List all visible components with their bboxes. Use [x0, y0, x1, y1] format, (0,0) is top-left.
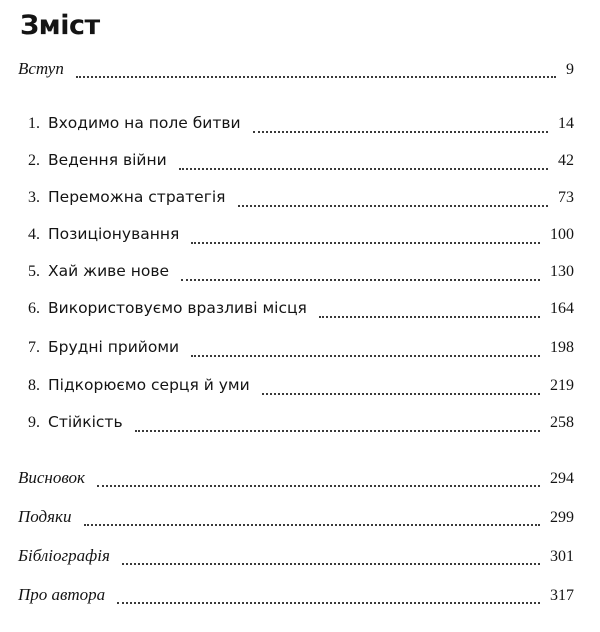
chapter-number: 6.	[28, 300, 40, 317]
dot-leader	[117, 601, 540, 604]
toc-page-number: 100	[550, 226, 574, 243]
chapter-title: Переможна стратегія	[48, 188, 226, 206]
toc-page-number: 219	[550, 377, 574, 394]
chapter-number: 5.	[28, 263, 40, 280]
chapter-title: Хай живе нове	[48, 262, 170, 280]
toc-entry-title: Бібліографія	[18, 546, 110, 565]
toc-entry-chapter-1[interactable]	[0, 114, 600, 140]
dot-leader	[191, 354, 540, 357]
toc-page-number: 42	[558, 152, 574, 169]
toc-entry-acknowledgements[interactable]	[0, 507, 600, 533]
toc-page-number: 14	[558, 115, 574, 132]
toc-page-number: 294	[550, 470, 574, 487]
dot-leader	[181, 278, 540, 281]
toc-entry-introduction[interactable]	[0, 59, 600, 85]
chapter-number: 4.	[28, 226, 40, 243]
toc-entry-chapter-6[interactable]	[0, 299, 600, 325]
toc-page-number: 301	[550, 548, 574, 565]
dot-leader	[238, 204, 549, 207]
toc-page-number: 317	[550, 587, 574, 604]
toc-entry-chapter-2[interactable]	[0, 151, 600, 177]
toc-entry-chapter-7[interactable]	[0, 338, 600, 364]
toc-entry-chapter-9[interactable]	[0, 413, 600, 439]
dot-leader	[253, 130, 548, 133]
chapter-number: 9.	[28, 414, 40, 431]
toc-entry-chapter-3[interactable]	[0, 188, 600, 214]
toc-entry-title: Про автора	[18, 585, 106, 604]
toc-entry-title: Вступ	[18, 59, 64, 78]
toc-page-number: 258	[550, 414, 574, 431]
chapter-title: Стійкість	[48, 413, 123, 431]
toc-page-number: 164	[550, 300, 574, 317]
chapter-number: 2.	[28, 152, 40, 169]
chapter-title: Використовуємо вразливі місця	[48, 299, 307, 317]
chapter-title: Ведення війни	[48, 151, 167, 169]
page-title: Зміст	[20, 10, 100, 41]
dot-leader	[262, 392, 540, 395]
chapter-title: Входимо на поле битви	[48, 114, 241, 132]
toc-entry-chapter-4[interactable]	[0, 225, 600, 251]
toc-entry-chapter-5[interactable]	[0, 262, 600, 288]
chapter-number: 8.	[28, 377, 40, 394]
toc-entry-chapter-8[interactable]	[0, 376, 600, 402]
chapter-number: 7.	[28, 339, 40, 356]
toc-entry-title: Висновок	[18, 468, 85, 487]
chapter-title: Брудні прийоми	[48, 338, 180, 356]
toc-page-number: 198	[550, 339, 574, 356]
chapter-title: Позиціонування	[48, 225, 180, 243]
toc-page-number: 299	[550, 509, 574, 526]
toc-entry-bibliography[interactable]	[0, 546, 600, 572]
chapter-title: Підкорюємо серця й уми	[48, 376, 250, 394]
chapter-number: 3.	[28, 189, 40, 206]
toc-entry-title: Подяки	[18, 507, 72, 526]
toc-page-number: 9	[566, 61, 574, 78]
dot-leader	[191, 241, 540, 244]
toc-entry-about-author[interactable]	[0, 585, 600, 611]
toc-page-number: 73	[558, 189, 574, 206]
toc-entry-conclusion[interactable]	[0, 468, 600, 494]
dot-leader	[319, 315, 540, 318]
chapter-number: 1.	[28, 115, 40, 132]
dot-leader	[97, 484, 540, 487]
dot-leader	[135, 429, 540, 432]
dot-leader	[179, 167, 548, 170]
dot-leader	[84, 523, 540, 526]
toc-page-number: 130	[550, 263, 574, 280]
dot-leader	[76, 75, 556, 78]
dot-leader	[122, 562, 540, 565]
